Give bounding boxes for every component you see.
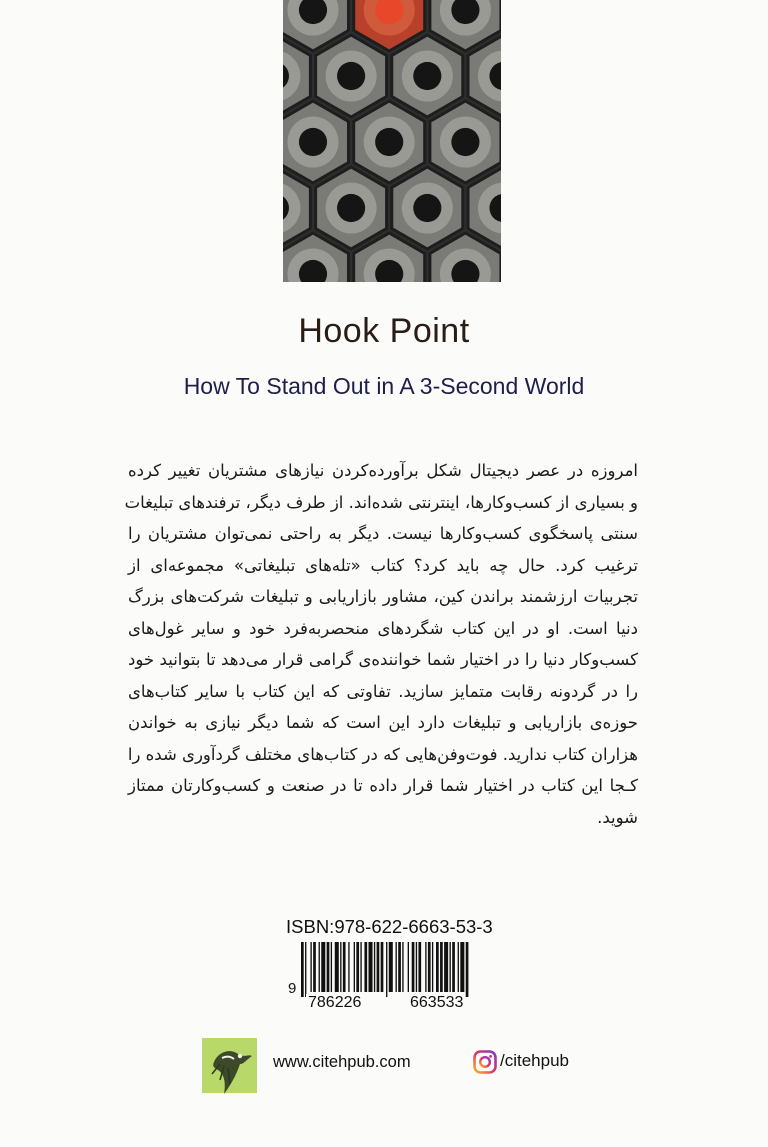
barcode-bar (354, 942, 355, 992)
website-link[interactable]: www.citehpub.com (273, 1053, 411, 1071)
barcode-bar (408, 942, 409, 992)
barcode-bar (452, 942, 455, 992)
barcode-bar (440, 942, 443, 992)
barcode-bar (348, 942, 349, 992)
barcode-bar (460, 942, 464, 992)
blurb-line: دنیا است. او در این کتاب شگردهای منحصربه‌فرد خود و سایر غول‌های (128, 618, 638, 638)
blurb-line: را در گردونه رقابت متمایز سازید. تفاوتی که این کتاب با سایر کتاب‌های (128, 681, 638, 701)
pencil-lead (413, 194, 441, 222)
publisher-bird-logo-icon (200, 1034, 265, 1099)
blurb-line: تجربیات ارزشمند براندن کین، مشاور بازاریابی و تبلیغات شرکت‌های بزرگ (128, 587, 638, 606)
barcode-bar (416, 942, 417, 992)
isbn-label: ISBN:978-622-6663-53-3 (286, 916, 493, 937)
barcode-bar (412, 942, 415, 992)
blurb-line: شوید. (597, 807, 638, 827)
pencil-lead (299, 128, 327, 156)
instagram-icon[interactable] (473, 1050, 497, 1074)
barcode-bar (381, 942, 384, 992)
barcode-bar (386, 942, 387, 997)
barcode-bar (305, 942, 306, 997)
barcode-bar (428, 942, 431, 992)
barcode-bar (360, 942, 361, 992)
barcode-bar (396, 942, 397, 992)
barcode-bar (444, 942, 448, 992)
blurb-line: کـجا این کتاب در اختیار شما قرار داده تا در صنعت و کسب‌وکارتان ممتاز (128, 776, 638, 795)
barcode-bar (458, 942, 459, 992)
barcode-bar (364, 942, 367, 992)
book-title: Hook Point (298, 312, 470, 350)
pencil-lead (337, 194, 365, 222)
barcode-bar (301, 942, 304, 997)
blurb-line: سنتی پاسخگوی کسب‌وکارها نیست. دیگر به راحتی نمی‌توان مشتریان را (128, 524, 638, 543)
barcode-bar (356, 942, 359, 992)
barcode-bar (331, 942, 332, 992)
pencil-lead (375, 128, 403, 156)
blurb-line: و بسیاری از کسب‌وکارها، اینترنتی شده‌اند. از طرف دیگر، ترفندهای تبلیغات (124, 492, 638, 512)
barcode-prefix-digit: 9 (288, 980, 297, 997)
barcode-bar (450, 942, 451, 992)
barcode-bar (340, 942, 341, 992)
barcode-bar (321, 942, 325, 992)
barcode-bar (310, 942, 311, 992)
cover-photo (283, 0, 501, 282)
pencil-lead (413, 62, 441, 90)
blurb-line: ترغیب کرد. حال چه باید کرد؟ کتاب «تله‌های تبلیغاتی» مجموعه‌ای از (128, 555, 638, 575)
instagram-handle[interactable]: /citehpub (500, 1051, 569, 1070)
blurb-line: هزاران کتاب ندارید. فوت‌وفن‌هایی که در کتاب‌های مختلف گردآوری شده را (127, 744, 638, 764)
blurb-text (124, 455, 638, 833)
pencil-lead (451, 128, 479, 156)
blurb-line: کسب‌وکار دنیا را در اختیار شما خواننده‌ی گرامی قرار می‌دهد تا بتوانید خود (128, 650, 638, 669)
book-subtitle: How To Stand Out in A 3-Second World (183, 373, 585, 399)
barcode (301, 942, 511, 997)
barcode-bar (389, 942, 393, 992)
barcode-bar (436, 942, 439, 992)
barcode-right-digits: 663533 (410, 994, 464, 1011)
barcode-bar (432, 942, 433, 992)
pencil-lead (337, 62, 365, 90)
barcode-bar (319, 942, 320, 992)
barcode-bar (466, 942, 469, 997)
blurb-line: حوزه‌ی بازاریابی و تبلیغات دارد این است که شما دیگر نیازی به خواندن (128, 713, 638, 732)
barcode-left-digits: 786226 (308, 994, 362, 1011)
barcode-bar (402, 942, 403, 992)
blurb-line: امروزه در عصر دیجیتال شکل برآورده‌کردن نیازهای مشتریان تغییر کرده (128, 461, 638, 480)
barcode-bar (327, 942, 330, 992)
barcode-bar (313, 942, 316, 992)
barcode-bar (343, 942, 346, 992)
barcode-bar (374, 942, 375, 992)
barcode-bar (398, 942, 401, 992)
barcode-bar (425, 942, 426, 992)
barcode-bar (369, 942, 373, 992)
barcode-bar (377, 942, 380, 992)
barcode-bar (418, 942, 421, 992)
barcode-bar (335, 942, 339, 992)
